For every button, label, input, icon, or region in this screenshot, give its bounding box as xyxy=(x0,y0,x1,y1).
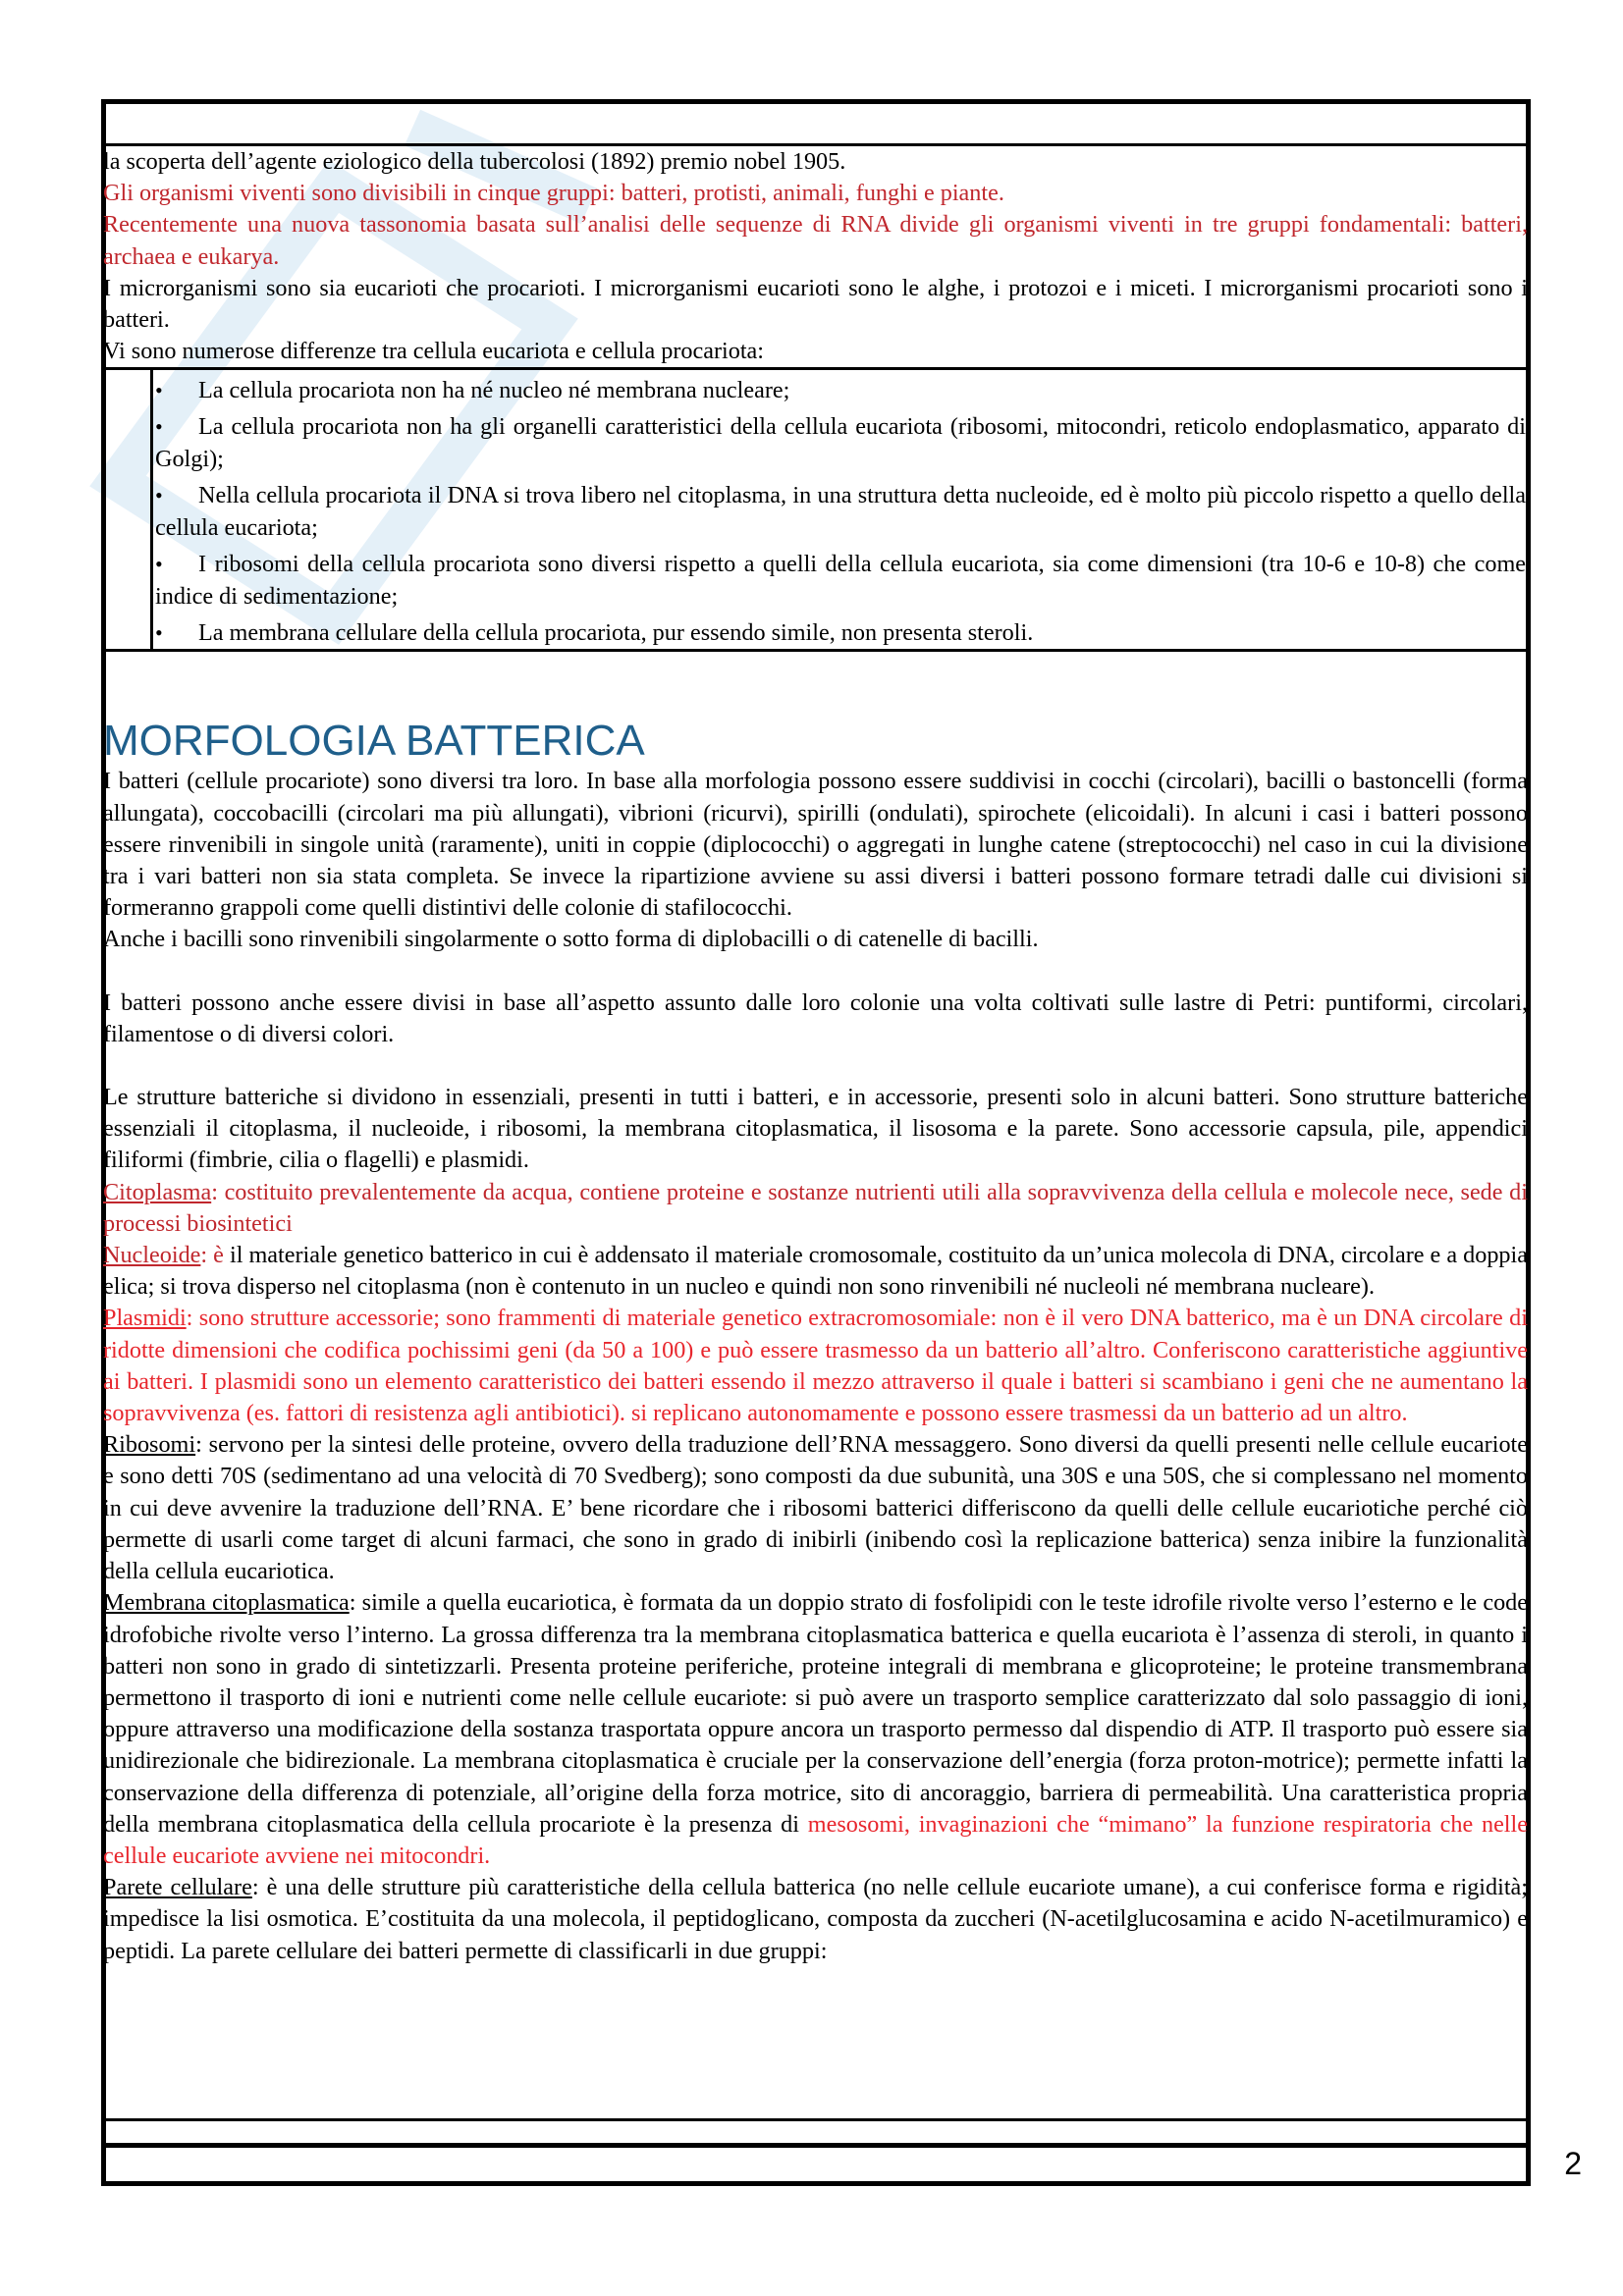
list-item xyxy=(155,475,1526,544)
plasmidi-paragraph xyxy=(103,1303,1528,1429)
membrana-paragraph xyxy=(103,1587,1528,1872)
list-item xyxy=(155,613,1526,649)
list-item-text: I ribosomi della cellula procariota sono diversi rispetto a quelli della cellula eucariota, sia come dimensioni (tra 10-6 e 10-8) che come indice di sedimentazione; xyxy=(155,551,1526,611)
section-title: MORFOLOGIA BATTERICA xyxy=(103,717,645,766)
citoplasma-paragraph xyxy=(103,1177,1528,1240)
parete-text: : è una delle strutture più caratteristiche della cellula batterica (no nelle cellule eucariote umane), a cui conferisce forma e rigidità; impedisce la lisi osmotica. E’costituita da una molecola, il peptidoglicano, composta da zuccheri (N-acetilglucosamina e acido N-acetilmuramico) e peptidi. La parete cellulare dei batteri permette di classificarli in due gruppi: xyxy=(103,1874,1529,1964)
header-bar xyxy=(101,99,1531,146)
citoplasma-term: Citoplasma xyxy=(103,1178,212,1205)
bullet-icon: • xyxy=(155,378,163,403)
morphology-section xyxy=(103,766,1528,1966)
morphology-paragraph-1: I batteri (cellule procariote) sono diversi tra loro. In base alla morfologia possono essere suddivisi in cocchi (circolari), bacilli o bastoncelli (forma allungata), coccobacilli (circolari ma più allungati), vibrioni (ricurvi), spirilli (ondulati), spirochete (elicoidali). In alcuni i casi i batteri possono essere rinvenibili in singole unità (raramente), uniti in coppie (diplococchi) o aggregati in lunghe catene (streptococchi) nel caso in cui la divisione tra i vari batteri non sia stata completa. Se invece la ripartizione avviene su assi diversi i batteri possono formare tetradi dalle cui divisioni si formeranno grappoli come quelli distintivi delle colonie di stafilococchi. xyxy=(103,768,1528,922)
list-item xyxy=(155,370,1526,406)
bullet-icon: • xyxy=(155,552,163,577)
citoplasma-text: : costituito prevalentemente da acqua, contiene proteine e sostanze nutrienti utili alla sopravvivenza della cellula e molecole nece, sede di processi biosintetici xyxy=(103,1178,1528,1237)
list-gutter xyxy=(103,370,153,649)
footer-bar xyxy=(101,2143,1531,2148)
morphology-paragraph-3: I batteri possono anche essere divisi in base all’aspetto assunto dalle loro colonie una volta coltivati sulle lastre di Petri: puntiformi, circolari, filamentose o di diversi colori. xyxy=(103,988,1528,1047)
ribosomi-term: Ribosomi xyxy=(103,1431,196,1459)
intro-paragraph-4: I microrganismi sono sia eucarioti che procarioti. I microrganismi eucarioti sono le alghe, i protozoi e i miceti. I microrganismi procarioti sono i batteri. xyxy=(103,274,1528,334)
list-item-text: La cellula procariota non ha né nucleo né membrana nucleare; xyxy=(198,377,790,404)
list-item-text: Nella cellula procariota il DNA si trova libero nel citoplasma, in una struttura detta nucleoide, ed è molto più piccolo rispetto a quello della cellula eucariota; xyxy=(155,482,1526,542)
plasmidi-term: Plasmidi xyxy=(103,1305,187,1332)
membrana-text: : simile a quella eucariotica, è formata da un doppio strato di fosfolipidi con le teste idrofile rivolte verso l’esterno e le code idrofobiche rivolte verso l’interno. La grossa differenza tra la membrana citoplasmatica batterica e quella eucariota è l’assenza di steroli, in quanto i batteri non sono in grado di sintetizzarli. Presenta proteine periferiche, proteine integrali di membrana e glicoproteine; le proteine transmembrana permettono il trasporto di ioni e nutrienti come nelle cellule eucariote: si può avere un trasporto semplice caratterizzato dal solo passaggio di ioni, oppure attraverso una modificazione della sostanza trasportata oppure ancora un trasporto permesso dal dispendio di ATP. Il trasporto può essere sia unidirezionale che bidirezionale. La membrana citoplasmatica è cruciale per la conservazione dell’energia (forza proton-motrice); permette infatti la conservazione della differenza di potenziale, all’origine della forza motrice, sito di ancoraggio, barriera di permeabilità. Una caratteristica propria della membrana citoplasmatica della cellula procariote è la presenza di xyxy=(103,1589,1528,1838)
ribosomi-text: : servono per la sintesi delle proteine, ovvero della traduzione dell’RNA messaggero. Sono diversi da quelli presenti nelle cellule eucariote e sono detti 70S (sedimentano ad una velocità di 70 Svedberg); sono composti da due subunità, una 30S e una 50S, che si complessano nel momento in cui deve avvenire la traduzione dell’RNA. E’ bene ricordare che i ribosomi batterici differiscono da quelli delle cellule eucariotiche perché ciò permette di usarli come target di alcuni farmaci, che sono in grado di inibirli (inibendo così la replicazione batterica) senza inibire la funzionalità della cellula eucariotica. xyxy=(103,1431,1528,1585)
morphology-paragraph-2: Anche i bacilli sono rinvenibili singolarmente o sotto forma di diplobacilli o di catenelle di bacilli. xyxy=(103,926,1039,953)
differences-list xyxy=(103,370,1528,652)
nucleoide-paragraph xyxy=(103,1240,1528,1303)
list-item-text: La membrana cellulare della cellula procariota, pur essendo simile, non presenta steroli. xyxy=(198,619,1034,647)
list-item xyxy=(155,406,1526,475)
parete-term: Parete cellulare xyxy=(103,1874,252,1901)
plasmidi-text: : sono strutture accessorie; sono frammenti di materiale genetico extracromosomiale: non è il vero DNA batterico, ma è un DNA circolare di ridotte dimensioni che codifica pochissimi geni (da 50 a 100) e può essere trasmesso da un batterio all’altro. Conferiscono caratteristiche aggiuntive ai batteri. I plasmidi sono un elemento caratteristico dei batteri essendo il mezzo attraverso il quale i batteri si scambiano i geni che ne aumentano la sopravvivenza (es. fattori di resistenza agli antibiotici). si replicano autonomamente e possono essere trasmessi da un batterio ad un altro. xyxy=(103,1305,1528,1427)
membrana-highlight: mesosomi, invaginazioni che “mimano” la funzione respiratoria che nelle cellule eucariote avviene nei mitocondri. xyxy=(103,1810,1528,1869)
bullet-icon: • xyxy=(155,620,163,646)
intro-paragraph-1: la scoperta dell’agente eziologico della tubercolosi (1892) premio nobel 1905. xyxy=(103,148,846,175)
bullet-icon: • xyxy=(155,483,163,508)
bullet-icon: • xyxy=(155,414,163,440)
list-item-text: La cellula procariota non ha gli organelli caratteristici della cellula eucariota (ribosomi, mitocondri, reticolo endoplasmatico, apparato di Golgi); xyxy=(155,413,1526,473)
membrana-term: Membrana citoplasmatica xyxy=(103,1589,350,1617)
intro-paragraph-5: Vi sono numerose differenze tra cellula eucariota e cellula procariota: xyxy=(103,338,765,365)
intro-paragraph-2: Gli organismi viventi sono divisibili in cinque gruppi: batteri, protisti, animali, funghi e piante. xyxy=(103,180,1004,207)
nucleoide-text: il materiale genetico batterico in cui è addensato il materiale cromosomale, costituito da un’unica molecola di DNA, circolare e a doppia elica; si trova disperso nel citoplasma (non è contenuto in un nucleo e quindi non sono rinvenibili né nucleoli né membrana nucleare). xyxy=(103,1242,1528,1301)
page-content xyxy=(103,146,1528,1967)
intro-section xyxy=(103,146,1528,370)
ribosomi-paragraph xyxy=(103,1429,1528,1587)
structures-paragraph: Le strutture batteriche si dividono in essenziali, presenti in tutti i batteri, e in accessorie, presenti solo in alcuni batteri. Sono strutture batteriche essenziali il citoplasma, il nucleoide, i ribosomi, la membrana citoplasmatica, il lisosoma e la parete. Sono accessorie capsula, pile, appendici filiformi (fimbrie, cilia o flagelli) e plasmidi. xyxy=(103,1084,1528,1174)
nucleoide-term: Nucleoide xyxy=(103,1242,201,1269)
list-item xyxy=(155,544,1526,613)
footer-divider xyxy=(101,2118,1531,2186)
parete-paragraph xyxy=(103,1872,1528,1967)
page-number: 2 xyxy=(1564,2146,1582,2181)
nucleoide-colon: : è xyxy=(200,1242,224,1269)
intro-paragraph-3: Recentemente una nuova tassonomia basata sull’analisi delle sequenze di RNA divide gli organismi viventi in tre gruppi fondamentali: batteri, archaea e eukarya. xyxy=(103,211,1528,270)
